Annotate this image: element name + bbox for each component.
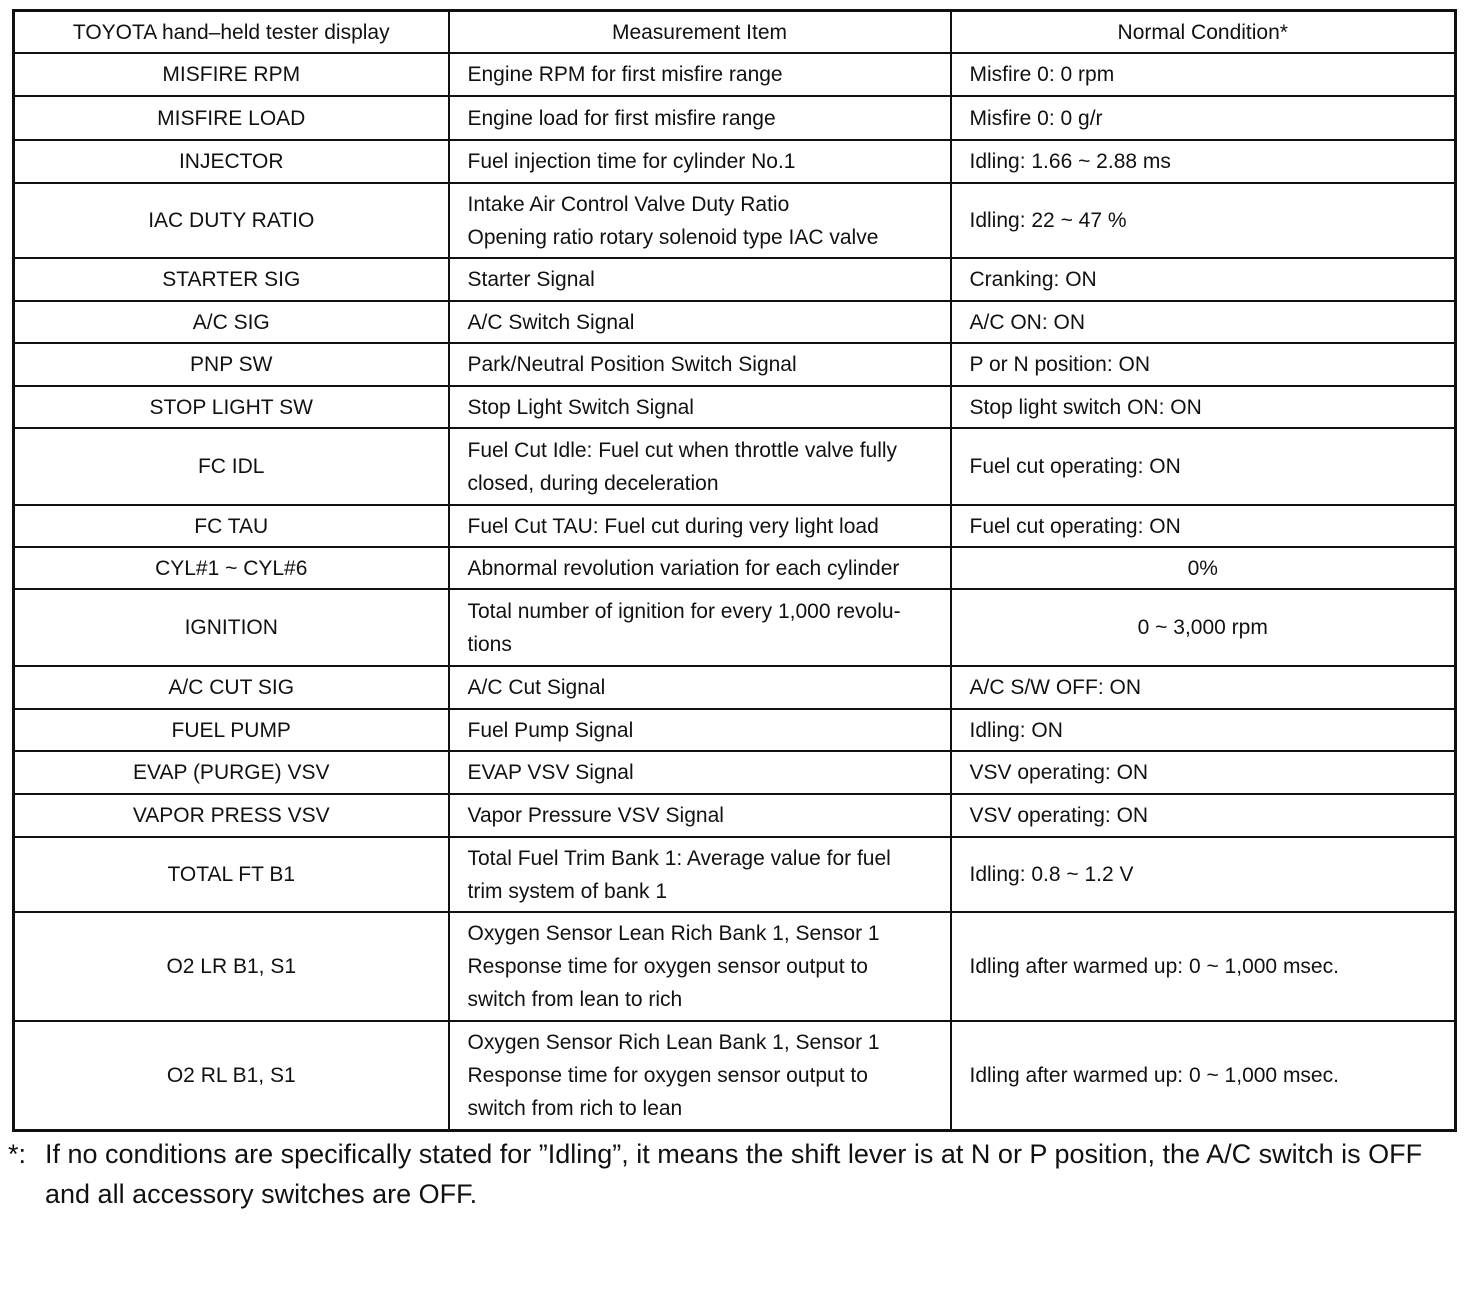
cell-measurement-item: [449, 96, 951, 140]
cell-normal-condition: Fuel cut operating: ON: [951, 428, 1456, 505]
item-line: A/C Switch Signal: [467, 310, 635, 334]
cell-measurement-item: [449, 589, 951, 666]
cell-measurement-item: [449, 751, 951, 794]
cell-measurement-item: [449, 301, 951, 343]
cell-normal-condition: Idling: 1.66 ~ 2.88 ms: [951, 140, 1456, 183]
cell-display: TOTAL FT B1: [14, 837, 449, 912]
cell-display: PNP SW: [14, 343, 449, 386]
item-line: Total Fuel Trim Bank 1: Average value for fuel: [467, 846, 891, 870]
table-row: [14, 709, 1456, 751]
table-row: [14, 751, 1456, 794]
item-line: Starter Signal: [467, 268, 595, 291]
cell-display: IGNITION: [14, 589, 449, 666]
table-row: [14, 547, 1456, 589]
cell-measurement-item: [449, 794, 951, 837]
cell-measurement-item: [449, 386, 951, 428]
footnote-mark: *:: [8, 1139, 27, 1169]
cell-display: STOP LIGHT SW: [14, 386, 449, 428]
table-row: [14, 589, 1456, 666]
cell-normal-condition: Stop light switch ON: ON: [951, 386, 1456, 428]
cell-display: STARTER SIG: [14, 258, 449, 301]
table-row: [14, 837, 1456, 912]
item-line: Total number of ignition for every 1,000 revolu-: [467, 599, 901, 623]
cell-measurement-item: [449, 912, 951, 1021]
item-line: Vapor Pressure VSV Signal: [467, 804, 724, 827]
table-row: [14, 343, 1456, 386]
table-row: [14, 1021, 1456, 1130]
cell-normal-condition: VSV operating: ON: [951, 794, 1456, 837]
item-line: A/C Cut Signal: [467, 676, 606, 699]
cell-normal-condition: Idling: 0.8 ~ 1.2 V: [951, 837, 1456, 912]
cell-measurement-item: [449, 258, 951, 301]
cell-normal-condition: Idling: ON: [951, 709, 1456, 751]
item-line: EVAP VSV Signal: [467, 761, 634, 784]
item-line: Intake Air Control Valve Duty Ratio: [467, 192, 790, 216]
item-line: Fuel Pump Signal: [467, 718, 634, 742]
cell-normal-condition: A/C ON: ON: [951, 301, 1456, 343]
tester-data-table: [12, 9, 1457, 1132]
cell-display: CYL#1 ~ CYL#6: [14, 547, 449, 589]
cell-display: FC TAU: [14, 505, 449, 547]
item-line: Fuel injection time for cylinder No.1: [467, 150, 796, 173]
header-normal-condition: Normal Condition*: [951, 11, 1456, 54]
item-line: tions: [467, 632, 512, 656]
cell-display: FC IDL: [14, 428, 449, 505]
cell-measurement-item: [449, 183, 951, 258]
cell-measurement-item: [449, 1021, 951, 1130]
table-row: [14, 140, 1456, 183]
cell-normal-condition: 0 ~ 3,000 rpm: [951, 589, 1456, 666]
item-line: Oxygen Sensor Rich Lean Bank 1, Sensor 1: [467, 1030, 880, 1054]
footnote-text: If no conditions are specifically stated for ”Idling”, it means the shift lever is at N or P position, the A/C switch is OFF and all accessory switches are OFF.: [45, 1139, 1423, 1209]
item-line: Response time for oxygen sensor output to: [467, 1063, 868, 1087]
cell-normal-condition: VSV operating: ON: [951, 751, 1456, 794]
item-line: Engine load for first misfire range: [467, 106, 776, 130]
cell-display: A/C CUT SIG: [14, 666, 449, 709]
item-line: trim system of bank 1: [467, 879, 668, 903]
cell-normal-condition: A/C S/W OFF: ON: [951, 666, 1456, 709]
item-line: switch from lean to rich: [467, 988, 683, 1011]
item-line: Response time for oxygen sensor output to: [467, 955, 868, 978]
item-line: Engine RPM for first misfire range: [467, 63, 783, 86]
table-header-row: [14, 11, 1456, 54]
cell-measurement-item: [449, 837, 951, 912]
cell-normal-condition: P or N position: ON: [951, 343, 1456, 386]
cell-measurement-item: [449, 140, 951, 183]
cell-normal-condition: 0%: [951, 547, 1456, 589]
table-row: [14, 53, 1456, 96]
item-line: Fuel Cut Idle: Fuel cut when throttle valve fully: [467, 438, 898, 462]
item-line: Oxygen Sensor Lean Rich Bank 1, Sensor 1: [467, 922, 880, 945]
cell-display: FUEL PUMP: [14, 709, 449, 751]
cell-measurement-item: [449, 428, 951, 505]
cell-display: IAC DUTY RATIO: [14, 183, 449, 258]
cell-display: VAPOR PRESS VSV: [14, 794, 449, 837]
item-line: Park/Neutral Position Switch Signal: [467, 353, 797, 376]
item-line: Abnormal revolution variation for each cylinder: [467, 556, 900, 580]
cell-measurement-item: [449, 505, 951, 547]
table-row: [14, 428, 1456, 505]
header-measurement-item: Measurement Item: [449, 11, 951, 54]
cell-normal-condition: Idling: 22 ~ 47 %: [951, 183, 1456, 258]
cell-normal-condition: Idling after warmed up: 0 ~ 1,000 msec.: [951, 1021, 1456, 1130]
cell-measurement-item: [449, 547, 951, 589]
table-row: [14, 183, 1456, 258]
cell-display: EVAP (PURGE) VSV: [14, 751, 449, 794]
table-row: [14, 96, 1456, 140]
item-line: closed, during deceleration: [467, 471, 719, 495]
table-row: [14, 912, 1456, 1021]
cell-display: A/C SIG: [14, 301, 449, 343]
table-body: [14, 53, 1456, 1130]
table-row: [14, 505, 1456, 547]
item-line: switch from rich to lean: [467, 1096, 683, 1120]
cell-normal-condition: Cranking: ON: [951, 258, 1456, 301]
cell-measurement-item: [449, 666, 951, 709]
table-row: [14, 666, 1456, 709]
header-display: TOYOTA hand–held tester display: [14, 11, 449, 54]
cell-measurement-item: [449, 53, 951, 96]
cell-display: MISFIRE RPM: [14, 53, 449, 96]
cell-normal-condition: Fuel cut operating: ON: [951, 505, 1456, 547]
cell-normal-condition: Misfire 0: 0 rpm: [951, 53, 1456, 96]
item-line: Fuel Cut TAU: Fuel cut during very light load: [467, 514, 879, 538]
cell-normal-condition: Misfire 0: 0 g/r: [951, 96, 1456, 140]
table-row: [14, 258, 1456, 301]
cell-display: O2 RL B1, S1: [14, 1021, 449, 1130]
cell-display: O2 LR B1, S1: [14, 912, 449, 1021]
table-row: [14, 386, 1456, 428]
item-line: Opening ratio rotary solenoid type IAC valve: [467, 225, 879, 249]
table-row: [14, 301, 1456, 343]
cell-measurement-item: [449, 343, 951, 386]
table-row: [14, 794, 1456, 837]
cell-normal-condition: Idling after warmed up: 0 ~ 1,000 msec.: [951, 912, 1456, 1021]
cell-display: INJECTOR: [14, 140, 449, 183]
item-line: Stop Light Switch Signal: [467, 395, 694, 419]
cell-display: MISFIRE LOAD: [14, 96, 449, 140]
cell-measurement-item: [449, 709, 951, 751]
